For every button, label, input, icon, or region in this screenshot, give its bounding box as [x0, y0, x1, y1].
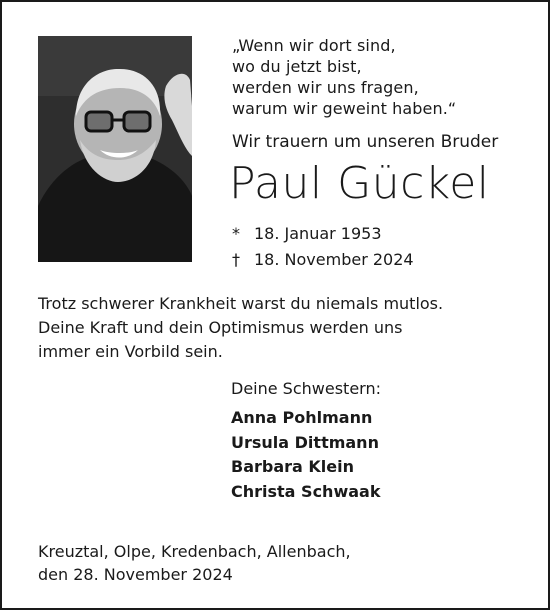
quote-line: wo du jetzt bist, [232, 57, 362, 76]
footer-date: den 28. November 2024 [38, 565, 233, 584]
sibling-name: Christa Schwaak [231, 481, 381, 501]
tribute-line: immer ein Vorbild sein. [38, 342, 223, 361]
death-row [232, 247, 414, 273]
life-dates [232, 221, 414, 273]
quote-line: warum wir geweint haben.“ [232, 99, 457, 118]
sibling-name: Barbara Klein [231, 457, 354, 476]
quote-line: werden wir uns fragen, [232, 78, 419, 97]
footer-places: Kreuztal, Olpe, Kredenbach, Allenbach, [38, 542, 351, 561]
quote-line: „Wenn wir dort sind, [232, 36, 396, 55]
birth-row [232, 221, 414, 247]
mourning-line: Wir trauern um unseren Bruder [232, 132, 499, 152]
quote-block [232, 35, 456, 119]
death-symbol: † [232, 250, 240, 269]
tribute-line: Deine Kraft und dein Optimismus werden uns [38, 318, 403, 337]
deceased-name: Paul Gückel [229, 158, 490, 209]
death-date: 18. November 2024 [254, 250, 414, 269]
tribute-text [38, 292, 443, 364]
footer [38, 540, 351, 586]
tribute-line: Trotz schwerer Krankheit warst du niemals mutlos. [38, 294, 444, 313]
sibling-name: Anna Pohlmann [231, 408, 373, 427]
siblings-list [231, 406, 380, 504]
birth-date: 18. Januar 1953 [254, 224, 382, 243]
siblings-label: Deine Schwestern: [231, 379, 381, 398]
sibling-name: Ursula Dittmann [231, 432, 379, 452]
birth-symbol: * [232, 224, 240, 243]
portrait-photo [38, 36, 192, 262]
